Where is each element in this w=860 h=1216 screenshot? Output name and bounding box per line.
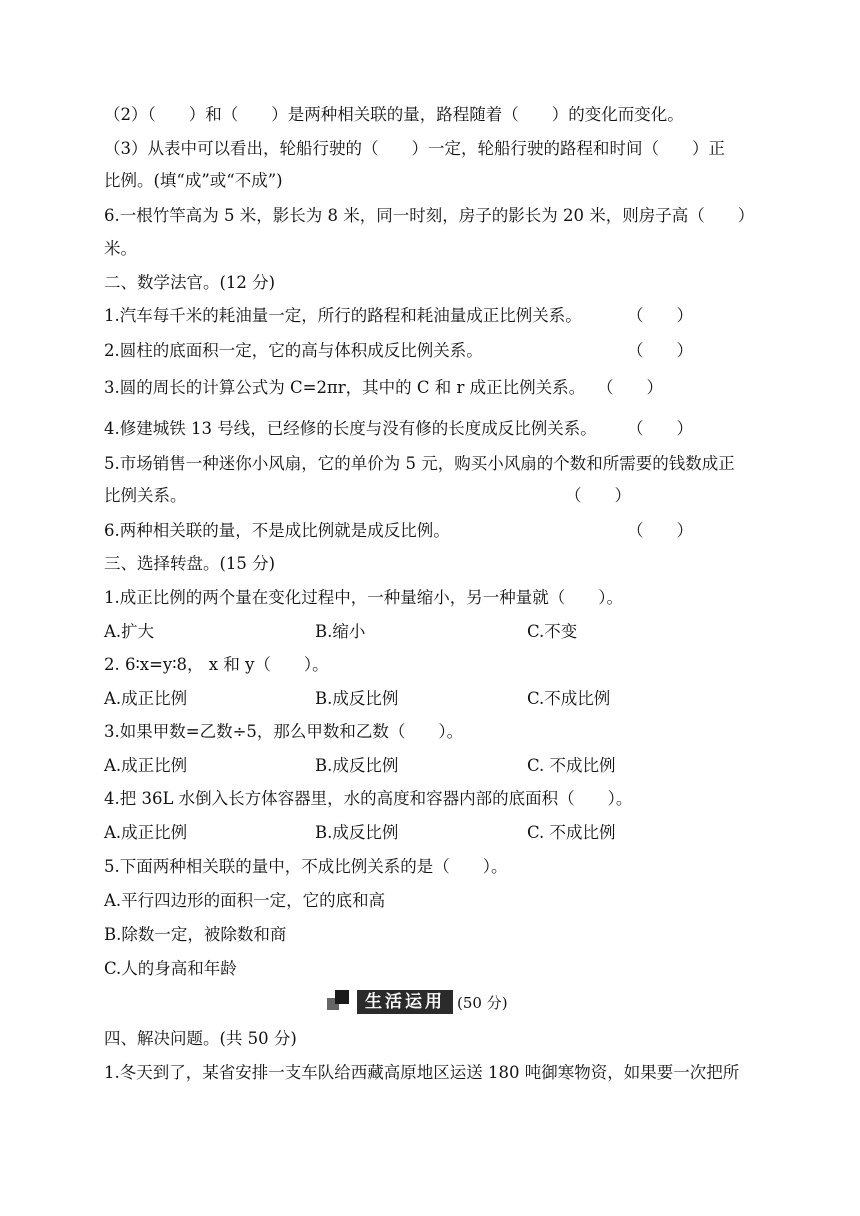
- section-2-heading: 二、数学法官。(12 分): [104, 273, 276, 292]
- choice-1-option-c: C.不变: [527, 622, 578, 641]
- choice-4-option-c: C. 不成比例: [527, 823, 616, 842]
- choice-2-option-b: B.成反比例: [315, 689, 399, 708]
- choice-5-option-a: A.平行四边形的面积一定，它的底和高: [104, 891, 386, 910]
- question-6-line1: 6.一根竹竿高为 5 米，影长为 8 米，同一时刻，房子的影长为 20 米，则房子高（ ）: [104, 206, 755, 225]
- answer-paren: （ ）: [627, 521, 693, 540]
- banner-score: (50 分): [457, 993, 508, 1012]
- squares-icon: [327, 990, 355, 1014]
- judge-item-4: 4.修建城铁 13 号线，已经修的长度与没有修的长度成反比例关系。: [104, 419, 597, 438]
- problem-1-line1: 1.冬天到了，某省安排一支车队给西藏高原地区运送 180 吨御寒物资，如果要一次把所: [104, 1063, 740, 1082]
- section-banner: [327, 988, 508, 1016]
- judge-item-2: 2.圆柱的底面积一定，它的高与体积成反比例关系。: [104, 341, 483, 360]
- judge-item-1: 1.汽车每千米的耗油量一定，所行的路程和耗油量成正比例关系。: [104, 306, 582, 325]
- section-4-heading: 四、解决问题。(共 50 分): [104, 1029, 297, 1048]
- answer-paren: （ ）: [565, 486, 631, 505]
- judge-item-5-line2: 比例关系。: [104, 486, 187, 505]
- choice-4-option-b: B.成反比例: [315, 823, 399, 842]
- choice-5-option-c: C.人的身高和年龄: [104, 959, 237, 978]
- section-3-heading: 三、选择转盘。(15 分): [104, 554, 276, 573]
- choice-4-option-a: A.成正比例: [104, 823, 188, 842]
- answer-paren: （ ）: [627, 341, 693, 360]
- choice-question-1: 1.成正比例的两个量在变化过程中，一种量缩小，另一种量就（ ）。: [104, 588, 623, 607]
- choice-3-option-b: B.成反比例: [315, 756, 399, 775]
- choice-1-option-a: A.扩大: [104, 622, 155, 641]
- choice-question-3: 3.如果甲数=乙数÷5，那么甲数和乙数（ ）。: [104, 722, 464, 741]
- judge-item-6: 6.两种相关联的量，不是成比例就是成反比例。: [104, 521, 450, 540]
- choice-3-option-a: A.成正比例: [104, 756, 188, 775]
- judge-item-3: 3.圆的周长的计算公式为 C=2πr，其中的 C 和 r 成正比例关系。: [104, 378, 586, 397]
- choice-question-2: 2. 6∶x=y∶8， x 和 y（ ）。: [104, 655, 329, 674]
- judge-item-5-line1: 5.市场销售一种迷你小风扇，它的单价为 5 元，购买小风扇的个数和所需要的钱数成正: [104, 454, 735, 473]
- choice-2-option-a: A.成正比例: [104, 689, 188, 708]
- question-2-3-3-line2: 比例。(填“成”或“不成”): [104, 171, 283, 190]
- question-2-3-2: （2）（ ）和（ ）是两种相关联的量，路程随着（ ）的变化而变化。: [104, 105, 684, 124]
- question-6-line2: 米。: [104, 239, 137, 258]
- choice-5-option-b: B.除数一定，被除数和商: [104, 925, 287, 944]
- choice-2-option-c: C.不成比例: [527, 689, 611, 708]
- choice-question-4: 4.把 36L 水倒入长方体容器里，水的高度和容器内部的底面积（ ）。: [104, 789, 633, 808]
- choice-1-option-b: B.缩小: [315, 622, 366, 641]
- banner-title: 生活运用: [357, 990, 453, 1014]
- choice-3-option-c: C. 不成比例: [527, 756, 616, 775]
- answer-paren: （ ）: [627, 306, 693, 325]
- question-2-3-3-line1: （3）从表中可以看出，轮船行驶的（ ）一定，轮船行驶的路程和时间（ ）正: [104, 139, 725, 158]
- answer-paren: （ ）: [627, 419, 693, 438]
- answer-paren: （ ）: [597, 378, 663, 397]
- choice-question-5: 5.下面两种相关联的量中，不成比例关系的是（ ）。: [104, 857, 508, 876]
